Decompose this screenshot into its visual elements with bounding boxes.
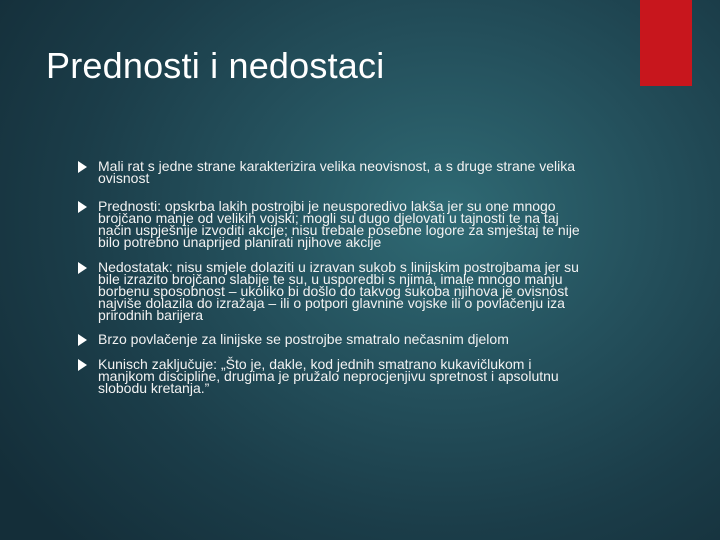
bullet-item xyxy=(78,358,588,394)
triangle-right-icon xyxy=(78,262,87,274)
slide-title: Prednosti i nedostaci xyxy=(46,45,385,86)
triangle-right-icon xyxy=(78,161,87,173)
bullet-item xyxy=(78,160,588,184)
bullet-item xyxy=(78,261,588,321)
bullet-text: Nedostatak: nisu smjele dolaziti u izravan sukob s linijskim postrojbama jer su bile izrazito brojčano slabije te su, u usporedbi s njima, imale mnogo manju borbenu sposobnost – ukoliko bi došlo do takvog sukoba njihova je ovisnost najviše dolazila do izražaja – ili o potpori glavnine vojske ili o povlačenju iza prirodnih barijera xyxy=(98,259,579,323)
bullet-text: Prednosti: opskrba lakih postrojbi je neusporedivo lakša jer su one mnogo brojčano manje od velikih vojski; mogli su dugo djelovati u tajnosti te na taj način uspješnije izvoditi akcije; nisu trebale posebne logore za smještaj te nije bilo potrebno unaprijed planirati njihove akcije xyxy=(98,198,580,250)
bullet-text: Brzo povlačenje za linijske se postrojbe smatralo nečasnim djelom xyxy=(98,331,509,347)
bullet-text: Kunisch zaključuje: „Što je, dakle, kod jednih smatrano kukavičlukom i manjkom discipline, drugima je pružalo neprocjenjivu spretnost i apsolutnu slobodu kretanja.” xyxy=(98,356,559,396)
bullet-text: Mali rat s jedne strane karakterizira velika neovisnost, a s druge strane velika ovisnost xyxy=(98,158,575,186)
triangle-right-icon xyxy=(78,201,87,213)
red-accent-bar xyxy=(640,0,692,86)
triangle-right-icon xyxy=(78,334,87,346)
bullet-item xyxy=(78,200,588,248)
bullet-list xyxy=(78,160,588,404)
bullet-item xyxy=(78,333,588,345)
triangle-right-icon xyxy=(78,359,87,371)
